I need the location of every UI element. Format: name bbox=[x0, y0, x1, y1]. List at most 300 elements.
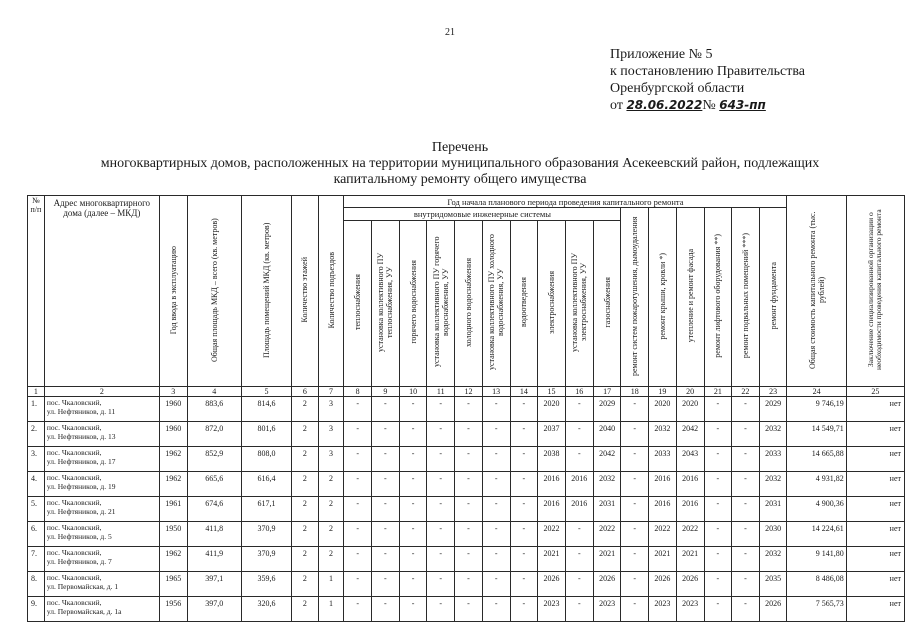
table-cell: нет bbox=[846, 422, 904, 447]
row-address: пос. Чкаловский, ул. Нефтяников, д. 13 bbox=[44, 422, 159, 447]
table-cell: 2023 bbox=[538, 597, 566, 622]
table-cell: 2031 bbox=[759, 497, 787, 522]
table-cell: 1961 bbox=[159, 497, 187, 522]
table-cell: 2021 bbox=[538, 547, 566, 572]
table-cell: - bbox=[482, 422, 510, 447]
column-number: 13 bbox=[482, 387, 510, 397]
table-cell: 2032 bbox=[649, 422, 677, 447]
table-cell: - bbox=[732, 422, 760, 447]
table-cell: 2029 bbox=[759, 397, 787, 422]
column-number: 2 bbox=[44, 387, 159, 397]
table-cell: - bbox=[455, 422, 483, 447]
column-number: 10 bbox=[399, 387, 427, 397]
column-number: 7 bbox=[318, 387, 344, 397]
table-cell: - bbox=[399, 422, 427, 447]
table-cell: 2016 bbox=[565, 472, 593, 497]
table-cell: - bbox=[621, 497, 649, 522]
row-address: пос. Чкаловский, ул. Нефтяников, д. 11 bbox=[44, 397, 159, 422]
table-row bbox=[28, 422, 905, 447]
table-cell: - bbox=[427, 447, 455, 472]
table-cell: - bbox=[371, 447, 399, 472]
table-cell: - bbox=[704, 522, 732, 547]
table-cell: 397,1 bbox=[187, 572, 241, 597]
header-conclusion: Заключение специализированной организации о необходимости проведения капитального ремонта bbox=[846, 196, 904, 387]
table-cell: 2023 bbox=[676, 597, 704, 622]
table-cell: - bbox=[455, 397, 483, 422]
table-row bbox=[28, 522, 905, 547]
header-group: Год начала планового периода проведения капитального ремонта bbox=[344, 196, 787, 208]
table-row bbox=[28, 572, 905, 597]
table-cell: 665,6 bbox=[187, 472, 241, 497]
table-cell: - bbox=[510, 397, 538, 422]
table-cell: - bbox=[621, 447, 649, 472]
title-line-3: капитальному ремонту общего имущества bbox=[333, 172, 587, 187]
column-number: 3 bbox=[159, 387, 187, 397]
appendix-line-1: Приложение № 5 bbox=[610, 47, 713, 62]
table-cell: - bbox=[371, 497, 399, 522]
table-cell: 2033 bbox=[649, 447, 677, 472]
table-cell: 359,6 bbox=[241, 572, 291, 597]
table-cell: 2020 bbox=[676, 397, 704, 422]
table-cell: 9 746,19 bbox=[787, 397, 846, 422]
table-cell: 2016 bbox=[538, 497, 566, 522]
appendix-line-4: от 28.06.2022№ 643-пп bbox=[610, 98, 766, 113]
table-cell: - bbox=[510, 447, 538, 472]
table-cell: 1962 bbox=[159, 447, 187, 472]
table-cell: 1960 bbox=[159, 422, 187, 447]
table-cell: - bbox=[621, 422, 649, 447]
table-cell: - bbox=[704, 397, 732, 422]
column-number: 19 bbox=[649, 387, 677, 397]
table-cell: - bbox=[371, 547, 399, 572]
table-cell: 2016 bbox=[649, 497, 677, 522]
table-cell: нет bbox=[846, 397, 904, 422]
header-heating: теплоснабжения bbox=[344, 220, 372, 386]
header-floors: Количество этажей bbox=[292, 196, 319, 387]
header-total-area: Общая площадь МКД – всего (кв. метров) bbox=[187, 196, 241, 387]
table-cell: - bbox=[704, 572, 732, 597]
row-address: пос. Чкаловский, ул. Нефтяников, д. 19 bbox=[44, 472, 159, 497]
handwritten-number: 643-пп bbox=[719, 98, 766, 112]
table-cell: - bbox=[371, 522, 399, 547]
row-address: пос. Чкаловский, ул. Нефтяников, д. 5 bbox=[44, 522, 159, 547]
table-cell: - bbox=[482, 397, 510, 422]
table-cell: 2023 bbox=[649, 597, 677, 622]
table-cell: 2042 bbox=[676, 422, 704, 447]
row-number: 9. bbox=[28, 597, 45, 622]
row-address: пос. Чкаловский, ул. Нефтяников, д. 21 bbox=[44, 497, 159, 522]
table-cell: 4 900,36 bbox=[787, 497, 846, 522]
table-row bbox=[28, 472, 905, 497]
table-cell: - bbox=[732, 397, 760, 422]
table-cell: - bbox=[621, 572, 649, 597]
table-cell: - bbox=[510, 472, 538, 497]
table-cell: - bbox=[510, 497, 538, 522]
table-cell: 617,1 bbox=[241, 497, 291, 522]
table-cell: 2016 bbox=[676, 472, 704, 497]
table-cell: 2016 bbox=[538, 472, 566, 497]
table-cell: - bbox=[621, 522, 649, 547]
table-cell: 8 486,08 bbox=[787, 572, 846, 597]
table-cell: 2042 bbox=[593, 447, 621, 472]
table-cell: - bbox=[344, 572, 372, 597]
table-row bbox=[28, 397, 905, 422]
table-cell: 2020 bbox=[649, 397, 677, 422]
column-number: 16 bbox=[565, 387, 593, 397]
header-sewerage: водоотведения bbox=[510, 220, 538, 386]
title-line-2: многоквартирных домов, расположенных на территории муниципального образования Асекеевский район, подлежащих bbox=[100, 156, 820, 171]
table-cell: 1950 bbox=[159, 522, 187, 547]
header-premises-area: Площадь помещений МКД (кв. метров) bbox=[241, 196, 291, 387]
table-cell: - bbox=[371, 397, 399, 422]
table-cell: - bbox=[344, 522, 372, 547]
handwritten-date: 28.06.2022 bbox=[626, 98, 703, 112]
table-cell: 2 bbox=[292, 447, 319, 472]
table-cell: 2 bbox=[292, 547, 319, 572]
table-cell: - bbox=[344, 547, 372, 572]
table-cell: - bbox=[427, 522, 455, 547]
table-cell: - bbox=[732, 447, 760, 472]
table-cell: - bbox=[427, 422, 455, 447]
table-cell: - bbox=[621, 597, 649, 622]
header-lift: ремонт лифтового оборудования **) bbox=[704, 208, 732, 387]
table-cell: 674,6 bbox=[187, 497, 241, 522]
table-cell: 2026 bbox=[676, 572, 704, 597]
table-cell: 616,4 bbox=[241, 472, 291, 497]
table-cell: - bbox=[621, 547, 649, 572]
table-cell: 2043 bbox=[676, 447, 704, 472]
table-cell: 2031 bbox=[593, 497, 621, 522]
table-cell: 1962 bbox=[159, 472, 187, 497]
column-number: 4 bbox=[187, 387, 241, 397]
table-cell: 2022 bbox=[676, 522, 704, 547]
appendix-block bbox=[610, 46, 805, 114]
table-cell: - bbox=[427, 597, 455, 622]
row-number: 6. bbox=[28, 522, 45, 547]
table-cell: 2029 bbox=[593, 397, 621, 422]
table-cell: - bbox=[455, 522, 483, 547]
column-number: 8 bbox=[344, 387, 372, 397]
table-cell: 1 bbox=[318, 572, 344, 597]
table-cell: - bbox=[732, 472, 760, 497]
table-cell: 1 bbox=[318, 597, 344, 622]
row-address: пос. Чкаловский, ул. Нефтяников, д. 17 bbox=[44, 447, 159, 472]
table-cell: - bbox=[371, 472, 399, 497]
table-cell: 1962 bbox=[159, 547, 187, 572]
header-basement: ремонт подвальных помещений ***) bbox=[732, 208, 760, 387]
table-cell: - bbox=[427, 472, 455, 497]
table-cell: 14 224,61 bbox=[787, 522, 846, 547]
header-entrances: Количество подъездов bbox=[318, 196, 344, 387]
header-gas: газоснабжения bbox=[593, 220, 621, 386]
table-cell: - bbox=[427, 572, 455, 597]
header-num: № п/п bbox=[28, 196, 45, 387]
table-cell: 2016 bbox=[676, 497, 704, 522]
table-row bbox=[28, 447, 905, 472]
header-address: Адрес многоквартирного дома (далее – МКД) bbox=[44, 196, 159, 387]
table-cell: 2038 bbox=[538, 447, 566, 472]
document-title bbox=[30, 140, 890, 188]
column-number: 12 bbox=[455, 387, 483, 397]
table-cell: - bbox=[704, 497, 732, 522]
table-cell: - bbox=[399, 497, 427, 522]
table-cell: - bbox=[344, 497, 372, 522]
table-cell: нет bbox=[846, 597, 904, 622]
column-number: 24 bbox=[787, 387, 846, 397]
header-hot-water: горячего водоснабжения bbox=[399, 220, 427, 386]
row-address: пос. Чкаловский, ул. Первомайская, д. 1 bbox=[44, 572, 159, 597]
table-cell: - bbox=[565, 572, 593, 597]
table-cell: - bbox=[565, 447, 593, 472]
column-number: 11 bbox=[427, 387, 455, 397]
table-cell: 3 bbox=[318, 447, 344, 472]
table-cell: - bbox=[621, 397, 649, 422]
table-cell: - bbox=[565, 547, 593, 572]
table-cell: - bbox=[399, 522, 427, 547]
table-cell: - bbox=[344, 472, 372, 497]
table-cell: 4 931,82 bbox=[787, 472, 846, 497]
table-cell: - bbox=[455, 472, 483, 497]
table-cell: 2 bbox=[318, 522, 344, 547]
column-number: 18 bbox=[621, 387, 649, 397]
header-total-cost: Общая стоимость капитального ремонта (тыс. рублей) bbox=[787, 196, 846, 387]
column-number: 9 bbox=[371, 387, 399, 397]
table-cell: - bbox=[455, 547, 483, 572]
column-number: 5 bbox=[241, 387, 291, 397]
column-number: 1 bbox=[28, 387, 45, 397]
table-cell: - bbox=[732, 597, 760, 622]
table-cell: - bbox=[510, 422, 538, 447]
table-cell: - bbox=[399, 597, 427, 622]
table-cell: 2020 bbox=[538, 397, 566, 422]
header-roof: ремонт крыши, кровли *) bbox=[649, 208, 677, 387]
title-line-1: Перечень bbox=[431, 140, 489, 155]
table-cell: 411,8 bbox=[187, 522, 241, 547]
table-row bbox=[28, 497, 905, 522]
header-heating-meter: установка коллективного ПУ теплоснабжения, УУ bbox=[371, 220, 399, 386]
table-cell: 2 bbox=[318, 497, 344, 522]
table-cell: нет bbox=[846, 447, 904, 472]
table-cell: - bbox=[732, 497, 760, 522]
table-cell: 801,6 bbox=[241, 422, 291, 447]
table-cell: - bbox=[482, 547, 510, 572]
row-address: пос. Чкаловский, ул. Нефтяников, д. 7 bbox=[44, 547, 159, 572]
table-row bbox=[28, 547, 905, 572]
table-cell: 2037 bbox=[538, 422, 566, 447]
table-cell: - bbox=[399, 447, 427, 472]
header-electricity: электроснабжения bbox=[538, 220, 566, 386]
table-cell: - bbox=[732, 522, 760, 547]
table-cell: 2032 bbox=[759, 422, 787, 447]
table-cell: - bbox=[482, 572, 510, 597]
table-cell: 370,9 bbox=[241, 547, 291, 572]
table-cell: 2023 bbox=[593, 597, 621, 622]
table-cell: 808,0 bbox=[241, 447, 291, 472]
table-cell: 872,0 bbox=[187, 422, 241, 447]
header-subgroup: внутридомовые инженерные системы bbox=[344, 208, 621, 221]
table-cell: 370,9 bbox=[241, 522, 291, 547]
column-number: 14 bbox=[510, 387, 538, 397]
houses-table bbox=[27, 195, 905, 622]
table-cell: - bbox=[482, 597, 510, 622]
table-cell: 2021 bbox=[676, 547, 704, 572]
table-cell: - bbox=[371, 422, 399, 447]
table-cell: - bbox=[510, 547, 538, 572]
column-numbers-row bbox=[28, 387, 905, 397]
column-number: 25 bbox=[846, 387, 904, 397]
table-cell: 2026 bbox=[538, 572, 566, 597]
table-cell: - bbox=[399, 547, 427, 572]
table-cell: 2 bbox=[318, 547, 344, 572]
table-cell: - bbox=[344, 447, 372, 472]
table-cell: - bbox=[427, 497, 455, 522]
table-cell: - bbox=[482, 497, 510, 522]
table-cell: 1956 bbox=[159, 597, 187, 622]
table-cell: 7 565,73 bbox=[787, 597, 846, 622]
table-cell: 2032 bbox=[593, 472, 621, 497]
table-cell: - bbox=[565, 422, 593, 447]
table-cell: 2022 bbox=[593, 522, 621, 547]
table-cell: нет bbox=[846, 472, 904, 497]
table-cell: - bbox=[482, 522, 510, 547]
row-number: 1. bbox=[28, 397, 45, 422]
table-cell: - bbox=[427, 547, 455, 572]
table-cell: - bbox=[565, 597, 593, 622]
table-cell: 320,6 bbox=[241, 597, 291, 622]
table-cell: 14 549,71 bbox=[787, 422, 846, 447]
table-cell: - bbox=[704, 447, 732, 472]
row-number: 4. bbox=[28, 472, 45, 497]
table-cell: 2022 bbox=[538, 522, 566, 547]
row-number: 8. bbox=[28, 572, 45, 597]
table-cell: 852,9 bbox=[187, 447, 241, 472]
table-cell: 2021 bbox=[649, 547, 677, 572]
table-cell: - bbox=[344, 397, 372, 422]
table-cell: - bbox=[565, 522, 593, 547]
header-facade: утепление и ремонт фасада bbox=[676, 208, 704, 387]
table-cell: 2 bbox=[292, 472, 319, 497]
table-cell: 2022 bbox=[649, 522, 677, 547]
table-cell: - bbox=[455, 447, 483, 472]
table-cell: - bbox=[455, 497, 483, 522]
table-cell: 2 bbox=[292, 497, 319, 522]
table-cell: 2026 bbox=[593, 572, 621, 597]
column-number: 6 bbox=[292, 387, 319, 397]
row-number: 3. bbox=[28, 447, 45, 472]
header-fire: ремонт систем пожаротушения, дымоудаления bbox=[621, 208, 649, 387]
row-address: пос. Чкаловский, ул. Первомайская, д. 1а bbox=[44, 597, 159, 622]
table-cell: 1960 bbox=[159, 397, 187, 422]
table-cell: 2021 bbox=[593, 547, 621, 572]
table-cell: 883,6 bbox=[187, 397, 241, 422]
table-cell: - bbox=[510, 597, 538, 622]
table-cell: - bbox=[344, 422, 372, 447]
table-cell: 1965 bbox=[159, 572, 187, 597]
table-cell: 2016 bbox=[565, 497, 593, 522]
column-number: 15 bbox=[538, 387, 566, 397]
table-cell: - bbox=[732, 547, 760, 572]
table-cell: нет bbox=[846, 522, 904, 547]
table-cell: - bbox=[399, 472, 427, 497]
page-number: 21 bbox=[445, 27, 455, 38]
column-number: 21 bbox=[704, 387, 732, 397]
table-cell: - bbox=[704, 597, 732, 622]
table-cell: - bbox=[565, 397, 593, 422]
table-cell: 397,0 bbox=[187, 597, 241, 622]
table-cell: 2 bbox=[292, 522, 319, 547]
table-cell: - bbox=[510, 572, 538, 597]
column-number: 22 bbox=[732, 387, 760, 397]
table-cell: 2 bbox=[292, 397, 319, 422]
header-cold-water-meter: установка коллективного ПУ холодного водоснабжения, УУ bbox=[482, 220, 510, 386]
table-cell: - bbox=[704, 472, 732, 497]
table-cell: нет bbox=[846, 572, 904, 597]
table-cell: нет bbox=[846, 547, 904, 572]
appendix-line-2: к постановлению Правительства bbox=[610, 64, 806, 79]
table-cell: 2030 bbox=[759, 522, 787, 547]
table-cell: 2 bbox=[292, 422, 319, 447]
table-cell: - bbox=[455, 572, 483, 597]
header-hot-water-meter: установка коллективного ПУ горячего водоснабжения, УУ bbox=[427, 220, 455, 386]
table-cell: - bbox=[482, 472, 510, 497]
table-cell: 2033 bbox=[759, 447, 787, 472]
table-cell: 9 141,80 bbox=[787, 547, 846, 572]
table-cell: 14 665,88 bbox=[787, 447, 846, 472]
table-cell: 2035 bbox=[759, 572, 787, 597]
column-number: 17 bbox=[593, 387, 621, 397]
header-foundation: ремонт фундамента bbox=[759, 208, 787, 387]
table-cell: 2032 bbox=[759, 472, 787, 497]
table-cell: 2 bbox=[318, 472, 344, 497]
table-cell: - bbox=[482, 447, 510, 472]
table-cell: - bbox=[427, 397, 455, 422]
table-cell: 2032 bbox=[759, 547, 787, 572]
appendix-line-3: Оренбургской области bbox=[610, 81, 745, 96]
table-cell: 2026 bbox=[649, 572, 677, 597]
table-cell: - bbox=[621, 472, 649, 497]
table-cell: нет bbox=[846, 497, 904, 522]
table-row bbox=[28, 597, 905, 622]
table-cell: 2 bbox=[292, 597, 319, 622]
table-cell: 2040 bbox=[593, 422, 621, 447]
table-cell: - bbox=[455, 597, 483, 622]
row-number: 5. bbox=[28, 497, 45, 522]
row-number: 7. bbox=[28, 547, 45, 572]
table-cell: 2026 bbox=[759, 597, 787, 622]
column-number: 20 bbox=[676, 387, 704, 397]
column-number: 23 bbox=[759, 387, 787, 397]
table-cell: 2 bbox=[292, 572, 319, 597]
table-cell: - bbox=[399, 572, 427, 597]
table-cell: - bbox=[510, 522, 538, 547]
table-cell: - bbox=[371, 572, 399, 597]
row-number: 2. bbox=[28, 422, 45, 447]
table-cell: - bbox=[704, 422, 732, 447]
table-cell: 814,6 bbox=[241, 397, 291, 422]
table-cell: - bbox=[732, 572, 760, 597]
table-cell: - bbox=[371, 597, 399, 622]
table-cell: 411,9 bbox=[187, 547, 241, 572]
table-cell: 2016 bbox=[649, 472, 677, 497]
header-cold-water: холодного водоснабжения bbox=[455, 220, 483, 386]
table-cell: - bbox=[399, 397, 427, 422]
table-cell: 3 bbox=[318, 422, 344, 447]
header-electricity-meter: установка коллективного ПУ электроснабжения, УУ bbox=[565, 220, 593, 386]
table-cell: - bbox=[704, 547, 732, 572]
table-cell: 3 bbox=[318, 397, 344, 422]
table-cell: - bbox=[344, 597, 372, 622]
header-year: Год ввода в эксплуатацию bbox=[159, 196, 187, 387]
